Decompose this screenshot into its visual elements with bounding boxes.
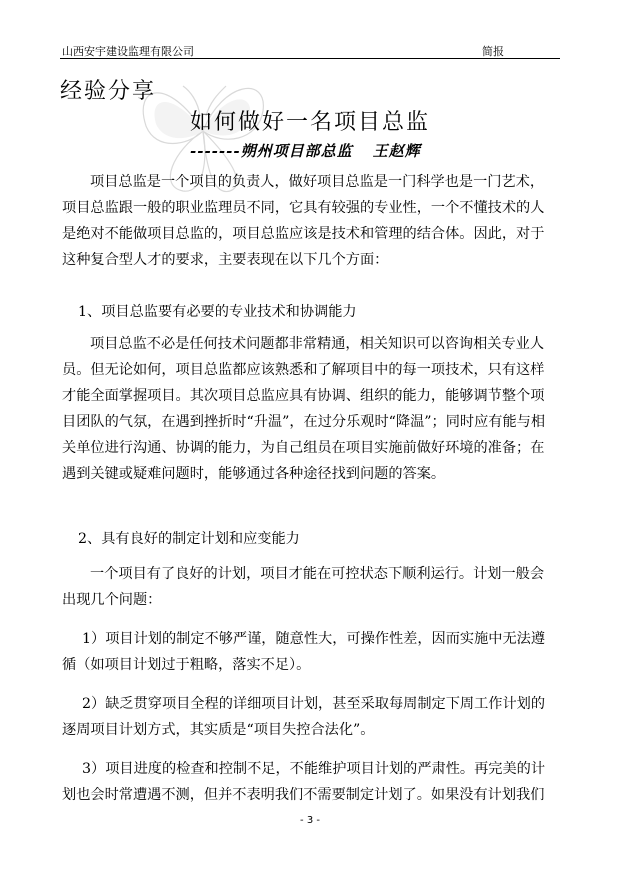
text-line: 划也会时常遭遇不测，但并不表明我们不需要制定计划了。如果没有计划我们 <box>62 787 545 803</box>
text-line: 逐周项目计划方式，其实质是“项目失控合法化”。 <box>62 722 375 738</box>
text-line: 出现几个问题： <box>62 592 162 608</box>
text-line: 才能全面掌握项目。其次项目总监应具有协调、组织的能力，能够调节整个项 <box>62 388 545 404</box>
text-line: 2、具有良好的制定计划和应变能力 <box>78 531 300 547</box>
text-line: 循（如项目计划过于粗略，落实不足）。 <box>62 657 311 673</box>
heading-2 <box>62 526 556 552</box>
text-line: 一个项目有了良好的计划，项目才能在可控状态下顺利运行。计划一般会 <box>90 566 545 582</box>
article-title: 如何做好一名项目总监 <box>189 110 430 135</box>
text-line: 目团队的气氛，在遇到挫折时“升温”，在过分乐观时“降温”；同时应有能与相 <box>62 414 546 430</box>
text-line: 1、项目总监要有必要的专业技术和协调能力 <box>78 304 357 320</box>
text-line: 这种复合型人才的要求，主要表现在以下几个方面： <box>62 252 389 268</box>
byline-department: -------朔州项目部总监 <box>190 142 353 160</box>
page-number: - 3 - <box>300 815 320 826</box>
list-item-3 <box>62 756 556 808</box>
section-title: 经验分享 <box>60 79 157 104</box>
paragraph-2 <box>62 561 556 613</box>
list-item-2 <box>62 691 556 743</box>
header-doc-type: 简报 <box>482 45 504 58</box>
list-item-1 <box>62 626 556 678</box>
text-line: 项目总监跟一般的职业监理员不同，它具有较强的专业性，一个不懂技术的人 <box>62 200 545 216</box>
byline-author: 王赵辉 <box>372 142 421 160</box>
heading-1 <box>62 299 556 325</box>
intro-paragraph <box>62 169 556 273</box>
text-line: 项目总监不必是任何技术问题都非常精通，相关知识可以咨询相关专业人 <box>90 336 545 352</box>
text-line: 是绝对不能做项目总监的，项目总监应该是技术和管理的结合体。因此，对于 <box>62 226 545 242</box>
text-line: 遇到关键或疑难问题时，能够通过各种途径找到问题的答案。 <box>62 466 446 482</box>
text-line: 关单位进行沟通、协调的能力，为自己组员在项目实施前做好环境的准备；在 <box>62 440 545 456</box>
text-line: 1）项目计划的制定不够严谨，随意性大，可操作性差，因而实施中无法遵 <box>82 631 546 647</box>
text-line: 3）项目进度的检查和控制不足，不能维护项目计划的严肃性。再完美的计 <box>82 761 546 777</box>
text-line: 员。但无论如何，项目总监都应该熟悉和了解项目中的每一项技术，只有这样 <box>62 362 545 378</box>
text-line: 项目总监是一个项目的负责人，做好项目总监是一门科学也是一门艺术， <box>90 174 545 190</box>
header-company: 山西安宇建设监理有限公司 <box>62 45 194 58</box>
article-byline <box>190 140 421 161</box>
paragraph-1 <box>62 331 556 487</box>
text-line: 2）缺乏贯穿项目全程的详细项目计划，甚至采取每周制定下周工作计划的 <box>82 696 546 712</box>
